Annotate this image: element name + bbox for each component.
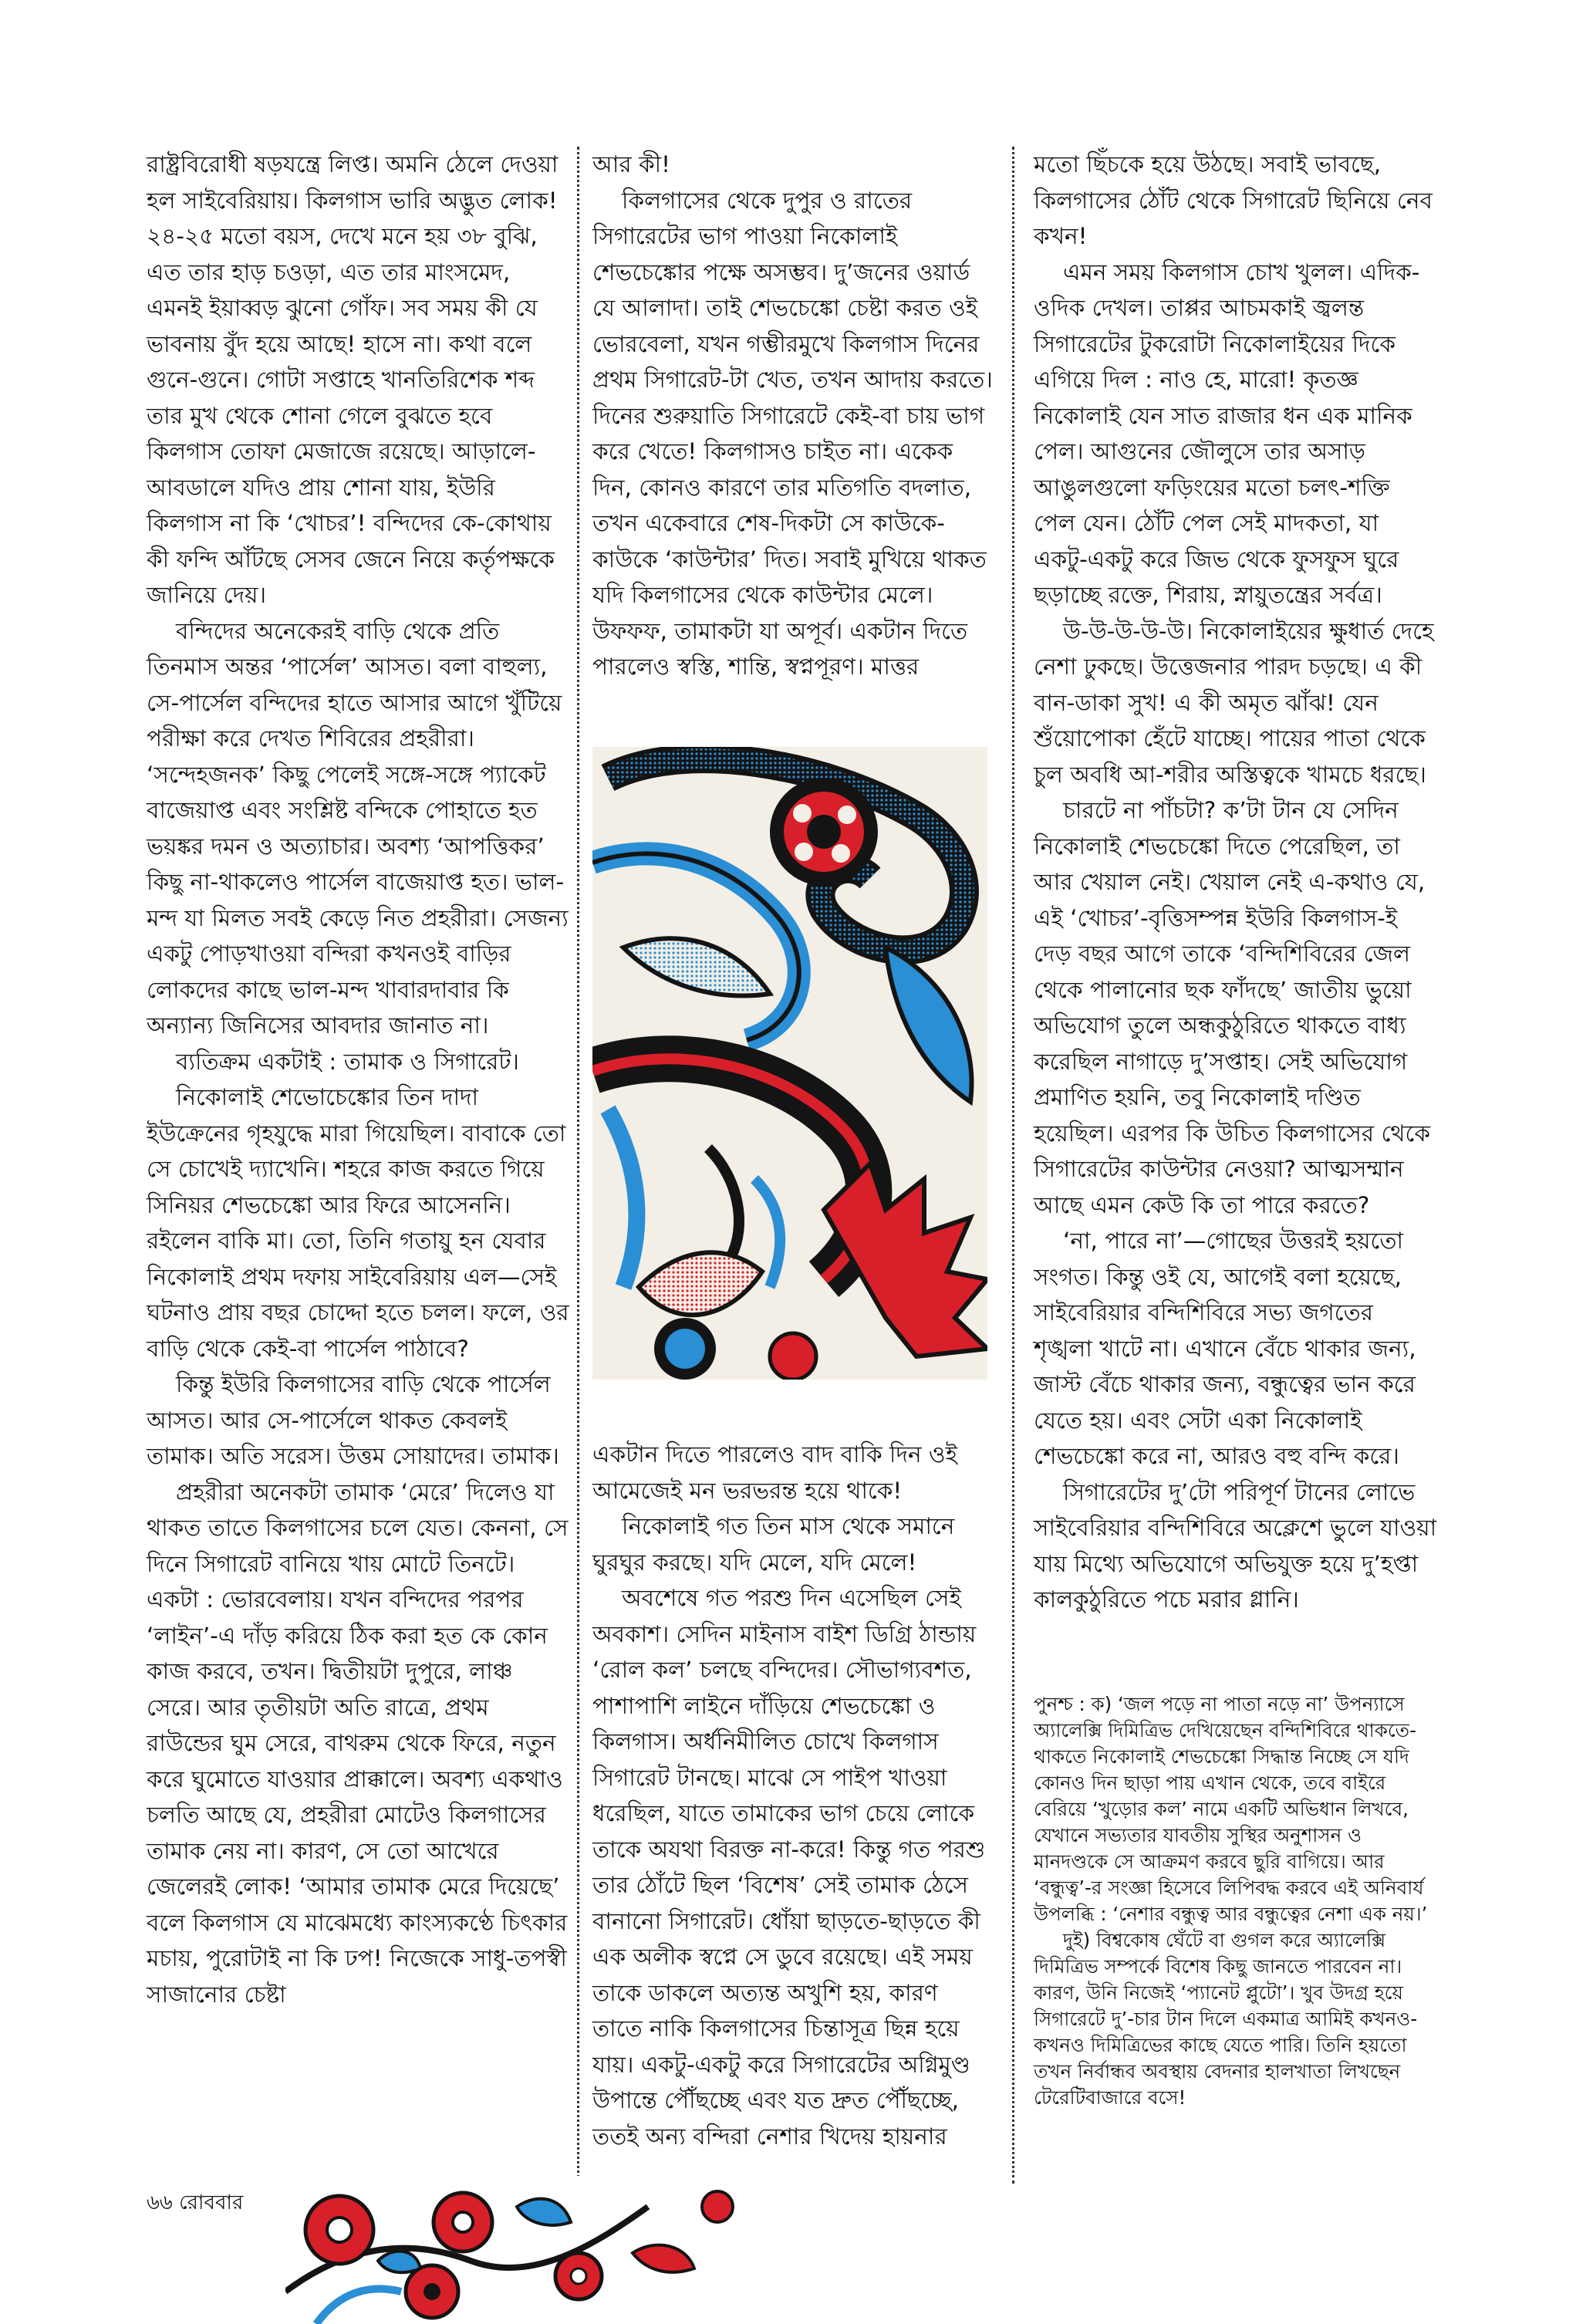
- column-3-paragraph: উ-উ-উ-উ-উ। নিকোলাইয়ের ক্ষুধার্ত দেহে নেশা ঢুকছে। উত্তেজনার পারদ চড়ছে। এ কী বান-ডাকা সুখ! এ কী অমৃত ঝাঁঝ! যেন শুঁয়োপোকা হেঁটে যাচ্ছে। পায়ের পাতা থেকে চুল অবধি আ-শরীর অস্তিত্বকে খামচে ধরছে।: [1034, 617, 1434, 788]
- column-1-paragraph: কিন্তু ইউরি কিলগাসের বাড়ি থেকে পার্সেল আসত। আর সে-পার্সেলে থাকত কেবলই তামাক। অতি সরেস। উত্তম সোয়াদের। তামাক।: [147, 1371, 559, 1469]
- article-column-2-top: [592, 147, 994, 685]
- column-3-paragraph: মতো ছিঁচকে হয়ে উঠছে। সবাই ভাবছে, কিলগাসের ঠোঁট থেকে সিগারেট ছিনিয়ে নেব কখন!: [1034, 151, 1433, 249]
- column-divider-2: [1012, 147, 1014, 2184]
- page-footer: [147, 2190, 243, 2216]
- column-1-paragraph: রাষ্ট্রবিরোধী ষড়যন্ত্রে লিপ্ত। অমনি ঠেলে দেওয়া হল সাইবেরিয়ায়। কিলগাস ভারি অদ্ভুত লোক! ২৪-২৫ মতো বয়স, দেখে মনে হয় ৩৮ বুঝি, এত তার হাড় চওড়া, এত তার মাংসমেদ, এমনই ইয়াব্বড় ঝুনো গোঁফ। সব সময় কী যে ভাবনায় বুঁদ হয়ে আছে! হাসে না। কথা বলে গুনে-গুনে। গোটা সপ্তাহে খানতিরিশেক শব্দ তার মুখ থেকে শোনা গেলে বুঝতে হবে কিলগাস তোফা মেজাজে রয়েছে। আড়ালে-আবডালে যদিও প্রায় শোনা যায়, ইউরি কিলগাস না কি ‘খোচর’! বন্দিদের কে-কোথায় কী ফন্দি আঁটছে সেসব জেনে নিয়ে কর্তৃপক্ষকে জানিয়ে দেয়।: [147, 151, 559, 608]
- column-3-paragraph: এমন সময় কিলগাস চোখ খুলল। এদিক-ওদিক দেখল। তাপ্পর আচমকাই জ্বলন্ত সিগারেটের টুকরোটা নিকোলাইয়ের দিকে এগিয়ে দিল : নাও হে, মারো! কৃতজ্ঞ নিকোলাই যেন সাত রাজার ধন এক মানিক পেল। আগুনের জৌলুসে তার অসাড় আঙুলগুলো ফড়িংয়ের মতো চলৎ-শক্তি পেল যেন। ঠোঁট পেল সেই মাদকতা, যা একটু-একটু করে জিভ থেকে ফুসফুস ঘুরে ছড়াচ্ছে রক্তে, শিরায়, স্নায়ুতন্ত্রের সর্বত্র।: [1034, 258, 1420, 608]
- article-column-1: [147, 147, 569, 2012]
- postscript-paragraph: দুই) বিশ্বকোষ ঘেঁটে বা গুগল করে অ্যালেক্সি দিমিত্রিভ সম্পর্কে বিশেষ কিছু জানতে পারবেন না। কারণ, উনি নিজেই ‘প্যানেট প্লুটো’। খুব উদগ্র হয়ে সিগারেটে দু’-চার টান দিলে একমাত্র আমিই কখনও-কখনও দিমিত্রিভের কাছে যেতে পারি। তিনি হয়তো তখন নির্বান্ধব অবস্থায় বেদনার হালখাতা লিখছেন টেরেটিবাজারে বসে!: [1034, 1929, 1418, 2109]
- column-2-bottom-paragraph: একটান দিতে পারলেও বাদ বাকি দিন ওই আমেজেই মন ভরভরন্ত হয়ে থাকে!: [592, 1441, 957, 1504]
- postscript-paragraph: পুনশ্চ : ক) ‘জল পড়ে না পাতা নড়ে না’ উপন্যাসে অ্যালেক্সি দিমিত্রিভ দেখিয়েছেন বন্দিশিবিরে থাকতে-থাকতে নিকোলাই শেভচেঙ্কো সিদ্ধান্ত নিচ্ছে সে যদি কোনও দিন ছাড়া পায় এখান থেকে, তবে বাইরে বেরিয়ে ‘খুড়োর কল’ নামে একটি অভিধান লিখবে, যেখানে সভ্যতার যাবতীয় সুস্থির অনুশাসন ও মানদণ্ডকে সে আক্রমণ করবে ছুরি বাগিয়ে। আর ‘বন্ধুত্ব’-র সংজ্ঞা হিসেবে লিপিবদ্ধ করবে এই অনিবার্য উপলব্ধি : ‘নেশার বন্ধুত্ব আর বন্ধুত্বের নেশা এক নয়।’: [1034, 1693, 1428, 1925]
- floral-artwork-panel: [592, 747, 987, 1380]
- publication-name: রোববার: [179, 2191, 244, 2214]
- column-1-paragraph: ব্যতিক্রম একটাই : তামাক ও সিগারেট।: [176, 1048, 519, 1075]
- column-1-paragraph: নিকোলাই শেভোচেঙ্কোর তিন দাদা ইউক্রেনের গৃহযুদ্ধে মারা গিয়েছিল। বাবাকে তো সে চোখেই দ্যাখেনি। শহরে কাজ করতে গিয়ে সিনিয়র শেভচেঙ্কো আর ফিরে আসেননি। রইলেন বাকি মা। তো, তিনি গতায়ু হন যেবার নিকোলাই প্রথম দফায় সাইবেরিয়ায় এল—সেই ঘটনাও প্রায় বছর চোদ্দো হতে চলল। ফলে, ওর বাড়ি থেকে কেই-বা পার্সেল পাঠাবে?: [147, 1084, 569, 1362]
- column-2-top-paragraph: আর কী!: [592, 151, 670, 177]
- column-2-top-paragraph: কিলগাসের থেকে দুপুর ও রাতের সিগারেটের ভাগ পাওয়া নিকোলাই শেভচেঙ্কোর পক্ষে অসম্ভব। দু’জনের ওয়ার্ড যে আলাদা। তাই শেভচেঙ্কো চেষ্টা করত ওই ভোরবেলা, যখন গম্ভীরমুখে কিলগাস দিনের প্রথম সিগারেট-টা খেত, তখন আদায় করতে। দিনের শুরুয়াতি সিগারেটে কেই-বা চায় ভাগ করে খেতে! কিলগাসও চাইত না। একেক দিন, কোনও কারণে তার মতিগতি বদলাত, তখন একেবারে শেষ-দিকটা সে কাউকে-কাউকে ‘কাউন্টার’ দিত। সবাই মুখিয়ে থাকত যদি কিলগাসের থেকে কাউন্টার মেলে। উফফফ, তামাকটা যা অপূর্ব। একটান দিতে পারলেও স্বস্তি, শান্তি, স্বপ্নপূরণ। মাত্তর: [592, 187, 993, 680]
- column-1-paragraph: প্রহরীরা অনেকটা তামাক ‘মেরে’ দিলেও যা থাকত তাতে কিলগাসের চলে যেত। কেননা, সে দিনে সিগারেট বানিয়ে খায় মোটে তিনটে। একটা : ভোরবেলায়। যখন বন্দিদের পরপর ‘লাইন’-এ দাঁড় করিয়ে ঠিক করা হত কে কোন কাজ করবে, তখন। দ্বিতীয়টা দুপুরে, লাঞ্চ সেরে। আর তৃতীয়টা অতি রাত্রে, প্রথম রাউন্ডের ঘুম সেরে, বাথরুম থেকে ফিরে, নতুন করে ঘুমোতে যাওয়ার প্রাক্কালে। অবশ্য একথাও চলতি আছে যে, প্রহরীরা মোটেও কিলগাসের তামাক নেয় না। কারণ, সে তো আখেরে জেলেরই লোক! ‘আমার তামাক মেরে দিয়েছে’ বলে কিলগাস যে মাঝেমধ্যে কাংস্যকণ্ঠে চিৎকার মচায়, পুরোটাই না কি ঢপ! নিজেকে সাধু-তপস্বী সাজানোর চেষ্টা: [147, 1478, 569, 2008]
- postscript-note: [1034, 1691, 1439, 2111]
- page-number: ৬৬: [147, 2191, 173, 2214]
- column-2-bottom-paragraph: অবশেষে গত পরশু দিন এসেছিল সেই অবকাশ। সেদিন মাইনাস বাইশ ডিগ্রি ঠান্ডায় ‘রোল কল’ চলছে বন্দিদের। সৌভাগ্যবশত, পাশাপাশি লাইনে দাঁড়িয়ে শেভচেঙ্কো ও কিলগাস। অর্ধনিমীলিত চোখে কিলগাস সিগারেট টানছে। মাঝে সে পাইপ খাওয়া ধরেছিল, যাতে তামাকের ভাগ চেয়ে লোকে তাকে অযথা বিরক্ত না-করে! কিন্তু গত পরশু তার ঠোঁটে ছিল ‘বিশেষ’ সেই তামাক ঠেসে বানানো সিগারেট। ধোঁয়া ছাড়তে-ছাড়তে কী এক অলীক স্বপ্নে সে ডুবে রয়েছে। এই সময় তাকে ডাকলে অত্যন্ত অখুশি হয়, কারণ তাতে নাকি কিলগাসের চিন্তাসূত্র ছিন্ন হয়ে যায়। একটু-একটু করে সিগারেটের অগ্নিমুণ্ড উপান্তে পৌঁছচ্ছে এবং যত দ্রুত পৌঁছচ্ছে, ততই অন্য বন্দিরা নেশার খিদেয় হায়নার: [592, 1585, 986, 2150]
- column-3-paragraph: ‘না, পারে না’—গোছের উত্তরই হয়তো সংগত। কিন্তু ওই যে, আগেই বলা হয়েছে, সাইবেরিয়ার বন্দিশিবিরে সভ্য জগতের শৃঙ্খলা খাটে না। এখানে বেঁচে থাকার জন্য, জাস্ট বেঁচে থাকার জন্য, বন্ধুত্বের ভান করে যেতে হয়। এবং সেটা একা নিকোলাই শেভচেঙ্কো করে না, আরও বহু বন্দি করে।: [1034, 1228, 1416, 1469]
- article-column-2-bottom: [592, 1437, 994, 2154]
- column-divider-1: [577, 147, 579, 2184]
- article-column-3: [1034, 147, 1439, 1618]
- column-3-paragraph: সিগারেটের দু’টো পরিপূর্ণ টানের লোভে সাইবেরিয়ার বন্দিশিবিরে অক্লেশে ভুলে যাওয়া যায় মিথ্যে অভিযোগে অভিযুক্ত হয়ে দু’হপ্তা কালকুঠুরিতে পচে মরার গ্লানি।: [1034, 1478, 1437, 1613]
- floral-artwork-bottom: [285, 2176, 756, 2324]
- column-3-paragraph: চারটে না পাঁচটা? ক’টা টান যে সেদিন নিকোলাই শেভচেঙ্কো দিতে পেরেছিল, তা আর খেয়াল নেই। খেয়াল নেই এ-কথাও যে, এই ‘খোচর’-বৃত্তিসম্পন্ন ইউরি কিলগাস-ই দেড় বছর আগে তাকে ‘বন্দিশিবিরের জেল থেকে পালানোর ছক ফাঁদছে’ জাতীয় ভুয়ো অভিযোগ তুলে অন্ধকুঠুরিতে থাকতে বাধ্য করেছিল নাগাড়ে দু’সপ্তাহ। সেই অভিযোগ প্রমাণিত হয়নি, তবু নিকোলাই দণ্ডিত হয়েছিল। এরপর কি উচিত কিলগাসের থেকে সিগারেটের কাউন্টার নেওয়া? আত্মসম্মান আছে এমন কেউ কি তা পারে করতে?: [1034, 797, 1431, 1218]
- floral-pattern-illustration: [592, 747, 987, 1380]
- column-1-paragraph: বন্দিদের অনেকেরই বাড়ি থেকে প্রতি তিনমাস অন্তর ‘পার্সেল’ আসত। বলা বাহুল্য, সে-পার্সেল বন্দিদের হাতে আসার আগে খুঁটিয়ে পরীক্ষা করে দেখত শিবিরের প্রহরীরা। ‘সন্দেহজনক’ কিছু পেলেই সঙ্গে-সঙ্গে প্যাকেট বাজেয়াপ্ত এবং সংশ্লিষ্ট বন্দিকে পোহাতে হত ভয়ঙ্কর দমন ও অত্যাচার। অবশ্য ‘আপত্তিকর’ কিছু না-থাকলেও পার্সেল বাজেয়াপ্ত হত। ভাল-মন্দ যা মিলত সবই কেড়ে নিত প্রহরীরা। সেজন্য একটু পোড়খাওয়া বন্দিরা কখনওই বাড়ির লোকদের কাছে ভাল-মন্দ খাবারদাবার কি অন্যান্য জিনিসের আবদার জানাত না।: [147, 617, 569, 1039]
- column-2-bottom-paragraph: নিকোলাই গত তিন মাস থেকে সমানে ঘুরঘুর করছে। যদি মেলে, যদি মেলে!: [592, 1513, 955, 1576]
- red-floral-pattern-illustration: [285, 2176, 756, 2324]
